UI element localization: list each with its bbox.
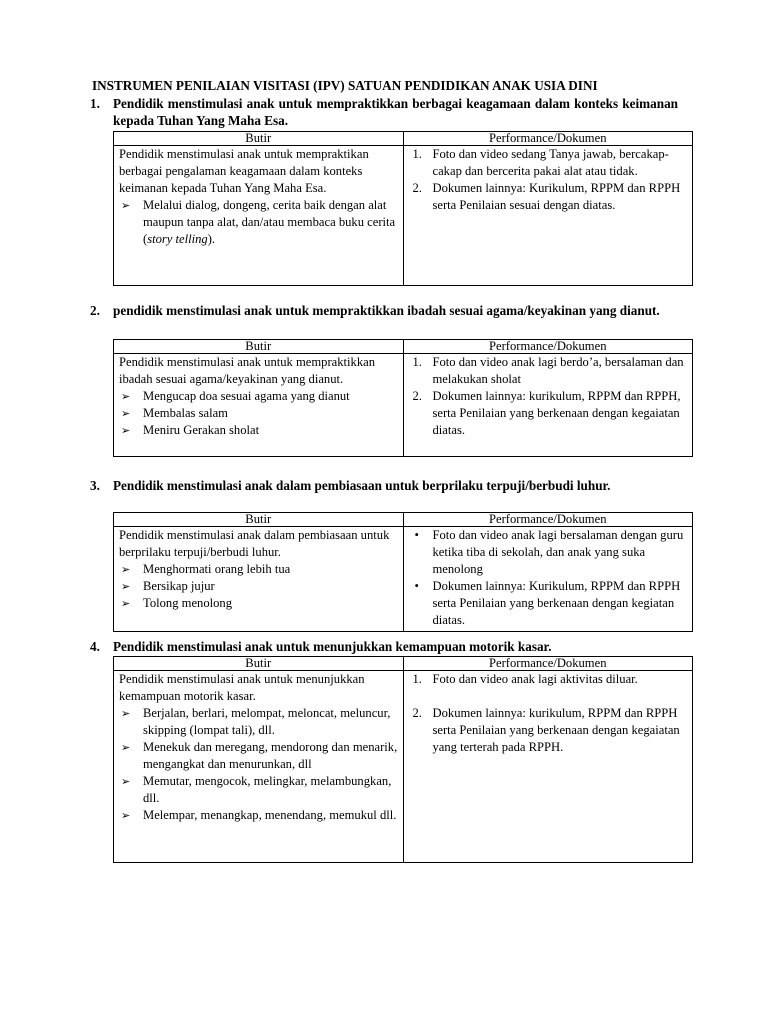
butir-list bbox=[119, 561, 399, 612]
performance-list bbox=[409, 527, 689, 629]
butir-header: Butir bbox=[114, 513, 404, 527]
document-title: INSTRUMEN PENILAIAN VISITASI (IPV) SATUAN PENDIDIKAN ANAK USIA DINI bbox=[92, 78, 598, 93]
butir-header: Butir bbox=[114, 340, 404, 354]
butir-item: ➢ Melempar, menangkap, menendang, memukul dll. bbox=[119, 807, 399, 824]
performance-header: Performance/Dokumen bbox=[403, 513, 693, 527]
section-number: 3. bbox=[90, 478, 100, 493]
butir-item: ➢ Mengucap doa sesuai agama yang dianut bbox=[119, 388, 399, 405]
butir-cell bbox=[114, 527, 404, 632]
section-heading-text: pendidik menstimulasi anak untuk mempraktikkan ibadah sesuai agama/keyakinan yang dianut. bbox=[113, 303, 660, 318]
section-4-heading bbox=[90, 638, 678, 655]
performance-cell bbox=[403, 146, 693, 286]
butir-item: ➢ Bersikap jujur bbox=[119, 578, 399, 595]
butir-cell bbox=[114, 146, 404, 286]
butir-item: ➢ Menekuk dan meregang, mendorong dan menarik, mengangkat dan menurunkan, dll bbox=[119, 739, 399, 773]
section-1-table bbox=[113, 131, 693, 286]
performance-item: • Dokumen lainnya: Kurikulum, RPPM dan RPPH serta Penilaian yang berkenaan dengan kegiatan diatas. bbox=[409, 578, 689, 629]
performance-item: 2. Dokumen lainnya: Kurikulum, RPPM dan RPPH serta Penilaian sesuai dengan diatas. bbox=[412, 181, 681, 212]
butir-cell bbox=[114, 671, 404, 863]
performance-item: 1. Foto dan video anak lagi aktivitas diluar. bbox=[412, 672, 638, 686]
section-2-heading bbox=[90, 302, 678, 319]
butir-item: ➢ Berjalan, berlari, melompat, meloncat, meluncur, skipping (lompat tali), dll. bbox=[119, 705, 399, 739]
performance-list bbox=[409, 671, 689, 756]
butir-list bbox=[119, 197, 399, 248]
section-2-table bbox=[113, 339, 693, 457]
section-1-heading bbox=[90, 95, 678, 129]
performance-list bbox=[409, 146, 689, 214]
performance-item: 1. Foto dan video sedang Tanya jawab, bercakap-cakap dan bercerita pakai alat atau tidak. bbox=[412, 147, 669, 178]
section-4-table bbox=[113, 656, 693, 863]
butir-item: ➢ Tolong menolong bbox=[119, 595, 399, 612]
section-heading-text: Pendidik menstimulasi anak untuk menunjukkan kemampuan motorik kasar. bbox=[113, 639, 552, 654]
butir-cell bbox=[114, 354, 404, 457]
butir-intro: Pendidik menstimulasi anak untuk mempraktikkan ibadah sesuai agama/keyakinan yang dianut. bbox=[119, 355, 376, 386]
performance-list bbox=[409, 354, 689, 439]
butir-list bbox=[119, 388, 399, 439]
section-number: 4. bbox=[90, 639, 100, 654]
section-number: 2. bbox=[90, 303, 100, 318]
butir-list bbox=[119, 705, 399, 824]
butir-item: ➢ Meniru Gerakan sholat bbox=[119, 422, 399, 439]
performance-header: Performance/Dokumen bbox=[403, 132, 693, 146]
performance-item: • Foto dan video anak lagi bersalaman dengan guru ketika tiba di sekolah, dan anak yang suka menolong bbox=[409, 527, 689, 578]
performance-item: 2. Dokumen lainnya: kurikulum, RPPM dan RPPH, serta Penilaian yang berkenaan dengan kegaiatan diatas. bbox=[412, 389, 681, 437]
performance-cell bbox=[403, 354, 693, 457]
butir-header: Butir bbox=[114, 132, 404, 146]
butir-item: ➢ Membalas salam bbox=[119, 405, 399, 422]
section-number: 1. bbox=[90, 96, 100, 111]
butir-header: Butir bbox=[114, 657, 404, 671]
section-heading-text: Pendidik menstimulasi anak untuk mempraktikkan berbagai keagamaan dalam konteks keimanan kepada Tuhan Yang Maha Esa. bbox=[113, 96, 678, 128]
performance-header: Performance/Dokumen bbox=[403, 657, 693, 671]
performance-cell bbox=[403, 671, 693, 863]
butir-item: ➢ Menghormati orang lebih tua bbox=[119, 561, 399, 578]
section-heading-text: Pendidik menstimulasi anak dalam pembiasaan untuk berprilaku terpuji/berbudi luhur. bbox=[113, 478, 611, 493]
butir-intro: Pendidik menstimulasi anak dalam pembiasaan untuk berprilaku terpuji/berbudi luhur. bbox=[119, 528, 390, 559]
performance-cell bbox=[403, 527, 693, 632]
performance-item: 1. Foto dan video anak lagi berdo’a, bersalaman dan melakukan sholat bbox=[412, 355, 684, 386]
butir-intro: Pendidik menstimulasi anak untuk menunjukkan kemampuan motorik kasar. bbox=[119, 672, 365, 703]
butir-item: ➢ Melalui dialog, dongeng, cerita baik dengan alat maupun tanpa alat, dan/atau membaca buku cerita (story telling). bbox=[119, 197, 399, 248]
performance-header: Performance/Dokumen bbox=[403, 340, 693, 354]
section-3-heading bbox=[90, 477, 678, 494]
butir-intro: Pendidik menstimulasi anak untuk mempraktikan berbagai pengalaman keagamaan dalam konteks keimanan kepada Tuhan Yang Maha Esa. bbox=[119, 147, 369, 195]
section-3-table bbox=[113, 512, 693, 632]
butir-item: ➢ Memutar, mengocok, melingkar, melambungkan, dll. bbox=[119, 773, 399, 807]
performance-item: 2. Dokumen lainnya: kurikulum, RPPM dan RPPH serta Penilaian yang berkenaan dengan kegaiatan yang terterah pada RPPH. bbox=[412, 706, 680, 754]
